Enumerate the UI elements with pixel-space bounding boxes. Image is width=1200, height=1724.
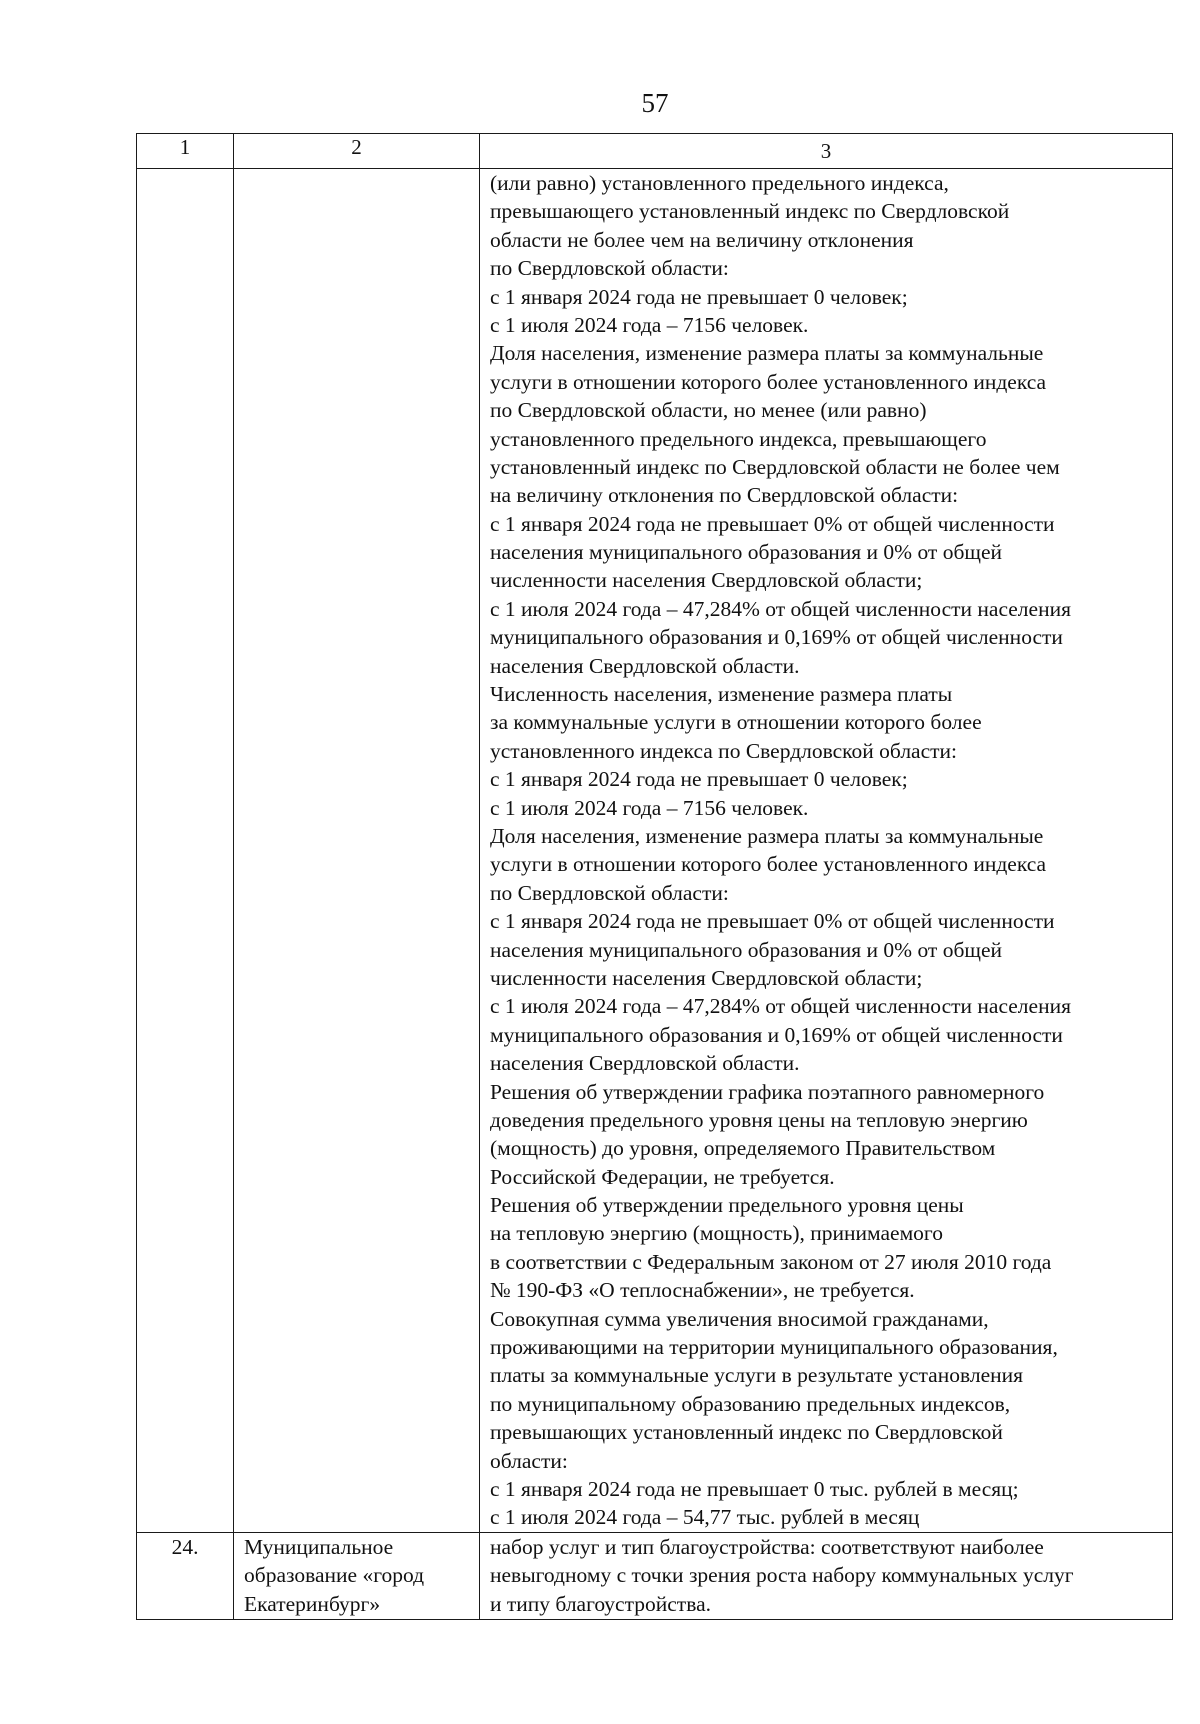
- text-line: Решения об утверждении графика поэтапного равномерного: [490, 1079, 1045, 1104]
- text-line: по Свердловской области:: [490, 880, 729, 905]
- row-24-text-line: набор услуг и тип благоустройства: соответствуют наиболее: [490, 1534, 1044, 1559]
- text-line: Доля населения, изменение размера платы за коммунальные: [490, 341, 1044, 366]
- table-header-row: [137, 134, 1173, 169]
- text-line: муниципального образования и 0,169% от общей численности: [490, 625, 1063, 650]
- text-line: услуги в отношении которого более установленного индекса: [490, 852, 1047, 877]
- text-line: Численность населения, изменение размера платы: [490, 682, 953, 707]
- text-line: проживающими на территории муниципального образования,: [490, 1335, 1058, 1360]
- text-line: по муниципальному образованию предельных индексов,: [490, 1391, 1011, 1416]
- row-number: 24.: [171, 1534, 199, 1559]
- text-line: Российской Федерации, не требуется.: [490, 1164, 835, 1189]
- text-line: платы за коммунальные услуги в результате установления: [490, 1363, 1024, 1388]
- text-line: (или равно) установленного предельного индекса,: [490, 171, 949, 195]
- text-line: с 1 июля 2024 года – 54,77 тыс. рублей в месяц: [490, 1505, 920, 1530]
- column-2-header: 2: [234, 134, 480, 169]
- text-line: по Свердловской области:: [490, 256, 729, 281]
- text-line: с 1 января 2024 года не превышает 0 человек;: [490, 767, 908, 792]
- municipality-line: Муниципальное: [244, 1534, 394, 1559]
- text-line: с 1 июля 2024 года – 47,284% от общей численности населения: [490, 596, 1071, 621]
- continuation-text: [490, 169, 1164, 1532]
- text-line: № 190-ФЗ «О теплоснабжении», не требуется.: [490, 1278, 915, 1303]
- text-line: населения Свердловской области.: [490, 653, 800, 678]
- text-line: населения Свердловской области.: [490, 1051, 800, 1076]
- text-line: численности населения Свердловской области;: [490, 568, 923, 593]
- text-line: с 1 июля 2024 года – 7156 человек.: [490, 312, 809, 337]
- column-3-header: 3: [480, 134, 1173, 169]
- text-line: с 1 июля 2024 года – 7156 человек.: [490, 795, 809, 820]
- column-1-header: 1: [137, 134, 234, 169]
- row-number-cell: [137, 1532, 234, 1619]
- text-line: области не более чем на величину отклонения: [490, 227, 914, 252]
- row-24-text-cell: [480, 1532, 1173, 1619]
- text-line: на тепловую энергию (мощность), принимаемого: [490, 1221, 943, 1246]
- text-line: по Свердловской области, но менее (или равно): [490, 398, 927, 423]
- row-24-text-line: и типу благоустройства.: [490, 1592, 711, 1617]
- text-line: за коммунальные услуги в отношении которого более: [490, 710, 982, 735]
- text-line: превышающего установленный индекс по Свердловской: [490, 199, 1010, 224]
- text-line: (мощность) до уровня, определяемого Правительством: [490, 1136, 996, 1161]
- text-line: муниципального образования и 0,169% от общей численности: [490, 1022, 1063, 1047]
- text-line: Доля населения, изменение размера платы за коммунальные: [490, 823, 1044, 848]
- text-line: с 1 января 2024 года не превышает 0 тыс. рублей в месяц;: [490, 1476, 1019, 1501]
- text-line: на величину отклонения по Свердловской области:: [490, 483, 959, 508]
- text-line: доведения предельного уровня цены на тепловую энергию: [490, 1107, 1028, 1132]
- text-line: в соответствии с Федеральным законом от 27 июля 2010 года: [490, 1249, 1052, 1274]
- text-line: услуги в отношении которого более установленного индекса: [490, 369, 1047, 394]
- text-line: Решения об утверждении предельного уровня цены: [490, 1193, 964, 1218]
- text-line: численности населения Свердловской области;: [490, 965, 923, 990]
- text-line: с 1 января 2024 года не превышает 0% от общей численности: [490, 909, 1055, 934]
- text-line: установленного предельного индекса, превышающего: [490, 426, 987, 451]
- table-row-24: [137, 1532, 1173, 1619]
- municipality-cell: [234, 1532, 480, 1619]
- continuation-name-cell: [234, 169, 480, 1533]
- text-line: области:: [490, 1448, 568, 1473]
- text-line: Совокупная сумма увеличения вносимой гражданами,: [490, 1306, 989, 1331]
- row-24-text-line: невыгодному с точки зрения роста набору коммунальных услуг: [490, 1563, 1074, 1588]
- continuation-text-cell: [480, 169, 1173, 1533]
- text-line: населения муниципального образования и 0% от общей: [490, 937, 1002, 962]
- continuation-number-cell: [137, 169, 234, 1533]
- text-line: с 1 января 2024 года не превышает 0% от общей численности: [490, 511, 1055, 536]
- municipality-line: Екатеринбург»: [244, 1592, 381, 1617]
- municipality-line: образование «город: [244, 1563, 425, 1588]
- document-table: [136, 133, 1173, 1620]
- text-line: установленный индекс по Свердловской области не более чем: [490, 454, 1060, 479]
- page-number: 57: [641, 88, 669, 118]
- text-line: превышающих установленный индекс по Свердловской: [490, 1420, 1003, 1445]
- text-line: с 1 января 2024 года не превышает 0 человек;: [490, 284, 908, 309]
- text-line: установленного индекса по Свердловской области:: [490, 738, 958, 763]
- continuation-row: [137, 169, 1173, 1533]
- text-line: с 1 июля 2024 года – 47,284% от общей численности населения: [490, 994, 1071, 1019]
- text-line: населения муниципального образования и 0% от общей: [490, 540, 1002, 565]
